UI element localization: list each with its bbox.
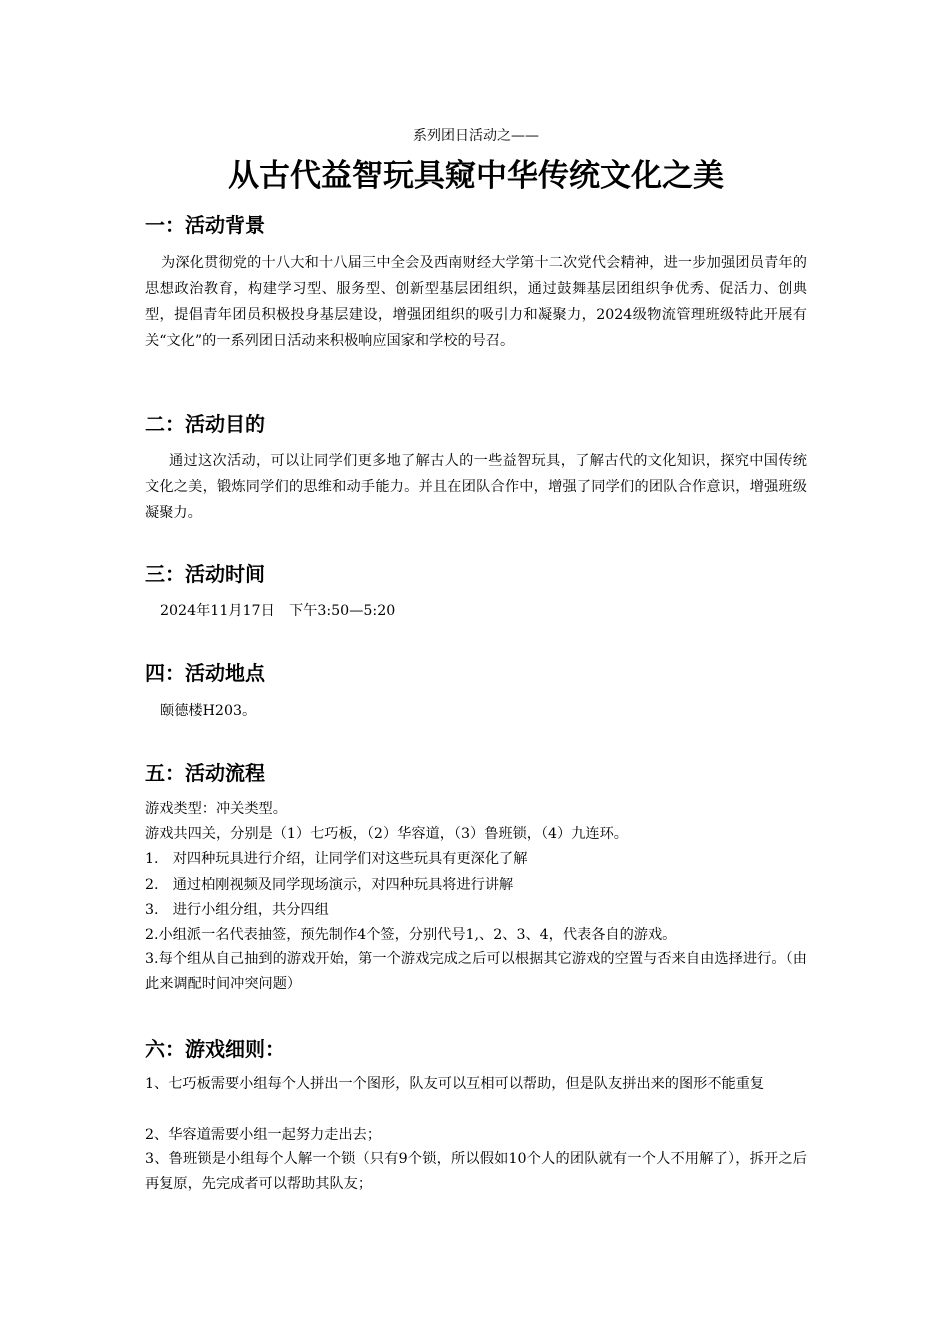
rules-line: 2、华容道需要小组一起努力走出去； — [145, 1127, 382, 1143]
section-body-location: 颐德楼H203。 — [160, 703, 257, 719]
process-line: 2.小组派一名代表抽签，预先制作4个签，分别代号1,、2、3、4，代表各自的游戏。 — [145, 927, 677, 943]
section-heading-time: 三：活动时间 — [145, 562, 265, 586]
section-heading-background: 一：活动背景 — [145, 213, 265, 237]
process-line: 2. 通过柏刚视频及同学现场演示，对四种玩具将进行讲解 — [145, 877, 514, 893]
process-line: 游戏类型：冲关类型。 — [145, 801, 287, 817]
section-heading-rules: 六：游戏细则： — [145, 1037, 285, 1061]
rules-line: 1、七巧板需要小组每个人拼出一个图形，队友可以互相可以帮助，但是队友拼出来的图形不能重复 — [145, 1076, 765, 1092]
document-title: 从古代益智玩具窥中华传统文化之美 — [228, 158, 724, 194]
rules-line: 3、鲁班锁是小组每个人解一个锁（只有9个锁，所以假如10个人的团队就有一个人不用解了），拆开之后再复原，先完成者可以帮助其队友； — [145, 1151, 807, 1192]
section-heading-location: 四：活动地点 — [145, 661, 265, 685]
process-line: 游戏共四关，分别是（1）七巧板，（2）华容道，（3）鲁班锁，（4）九连环。 — [145, 826, 628, 842]
section-heading-purpose: 二：活动目的 — [145, 412, 265, 436]
document-subtitle: 系列团日活动之—— — [413, 128, 539, 144]
process-line: 1. 对四种玩具进行介绍，让同学们对这些玩具有更深化了解 — [145, 851, 528, 867]
section-body-time: 2024年11月17日 下午3:50—5:20 — [160, 603, 396, 619]
process-line: 3.每个组从自己抽到的游戏开始，第一个游戏完成之后可以根据其它游戏的空置与否来自由选择进行。（由此来调配时间冲突问题） — [145, 951, 807, 992]
section-heading-process: 五：活动流程 — [145, 761, 265, 785]
process-line: 3. 进行小组分组，共分四组 — [145, 902, 329, 918]
section-body-purpose: 通过这次活动，可以让同学们更多地了解古人的一些益智玩具，了解古代的文化知识，探究中国传统文化之美，锻炼同学们的思维和动手能力。并且在团队合作中，增强了同学们的团队合作意识，增强班级凝聚力。 — [145, 453, 807, 521]
section-body-background: 为深化贯彻党的十八大和十八届三中全会及西南财经大学第十二次党代会精神，进一步加强团员青年的思想政治教育，构建学习型、服务型、创新型基层团组织，通过鼓舞基层团组织争优秀、促活力、创典型，提倡青年团员积极投身基层建设，增强团组织的吸引力和凝聚力，2024级物流管理班级特此开展有关“文化”的一系列团日活动来积极响应国家和学校的号召。 — [145, 255, 807, 349]
